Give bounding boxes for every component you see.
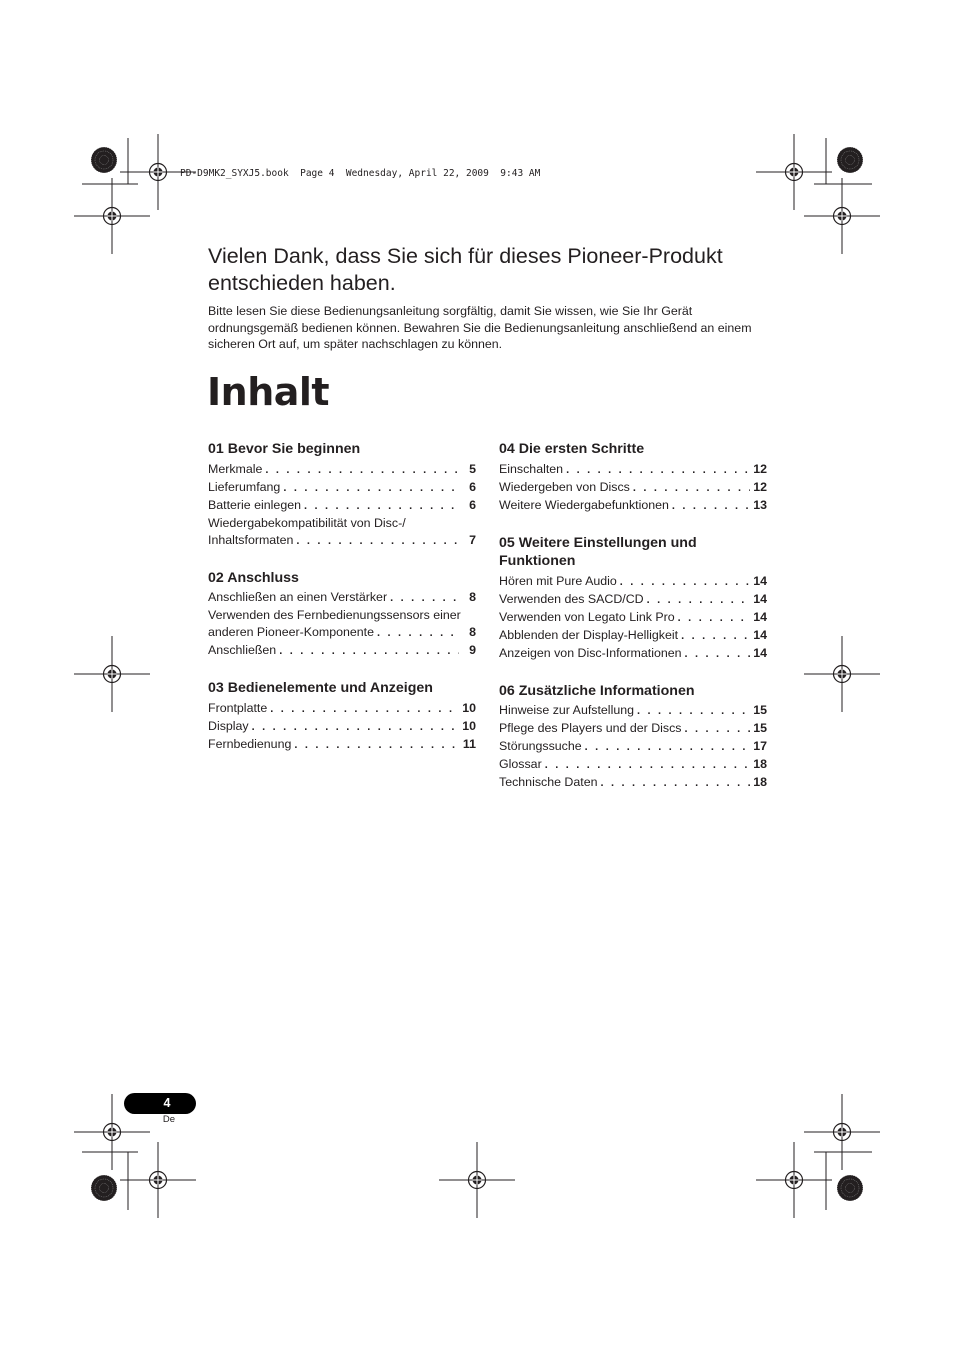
- toc-entry-page: 18: [753, 757, 767, 771]
- contents-title: Inhalt: [207, 370, 330, 414]
- toc-leader-dots: [585, 739, 750, 756]
- toc-entry-page: 14: [753, 627, 767, 642]
- toc-leader-dots: [545, 757, 750, 774]
- toc-entry-page: 6: [469, 497, 476, 512]
- toc-entry-page: 12: [753, 479, 767, 494]
- toc-entry-page: 17: [753, 739, 767, 753]
- toc-entry-label: anderen Pioneer-Komponente: [208, 625, 375, 639]
- toc-leader-dots: [283, 480, 459, 497]
- toc-section-title: 01 Bevor Sie beginnen: [208, 441, 361, 457]
- toc-entry-label: Wiedergeben von Discs: [499, 479, 630, 494]
- toc-entry-page: 7: [469, 532, 476, 547]
- toc-entry-label: Frontplatte: [208, 700, 268, 715]
- toc-entry-line: [208, 515, 476, 532]
- toc-leader-dots: [685, 721, 750, 738]
- toc-entry[interactable]: [499, 591, 767, 609]
- toc-leader-dots: [672, 498, 750, 515]
- toc-entry[interactable]: [208, 642, 476, 660]
- toc-entry[interactable]: [208, 461, 476, 479]
- toc-leader-dots: [304, 498, 459, 515]
- toc-leader-dots: [377, 625, 459, 642]
- toc-entry-label: Lieferumfang: [208, 479, 281, 494]
- toc-entry[interactable]: [208, 532, 476, 550]
- toc-entry[interactable]: [208, 624, 476, 642]
- toc-entry-label: Glossar: [499, 757, 542, 771]
- toc-leader-dots: [265, 462, 459, 479]
- toc-entry[interactable]: [499, 573, 767, 591]
- toc-section: [499, 682, 767, 793]
- toc-section-title: 02 Anschluss: [208, 569, 299, 586]
- toc-leader-dots: [681, 628, 750, 645]
- toc-section-title: 05 Weitere Einstellungen und Funktionen: [499, 534, 697, 569]
- toc-entry-page: 14: [753, 591, 767, 606]
- toc-entry[interactable]: [499, 479, 767, 497]
- toc-entry-page: 14: [753, 609, 767, 624]
- toc-entry[interactable]: [208, 589, 476, 607]
- toc-leader-dots: [620, 574, 750, 591]
- toc-entry[interactable]: [499, 702, 767, 720]
- toc-entry-label: Inhaltsformaten: [208, 532, 294, 547]
- toc-entry-label: Verwenden von Legato Link Pro: [499, 609, 675, 624]
- toc-entry[interactable]: [499, 497, 767, 515]
- toc-entry-page: 5: [469, 461, 476, 476]
- toc-leader-dots: [566, 462, 750, 479]
- toc-leader-dots: [279, 643, 459, 660]
- toc-entry[interactable]: [499, 774, 767, 792]
- toc-entry[interactable]: [208, 700, 476, 718]
- toc-entry[interactable]: [208, 479, 476, 497]
- toc-entry[interactable]: [208, 736, 476, 754]
- toc-entry-label: Fernbedienung: [208, 736, 292, 751]
- toc-entry-label: Störungssuche: [499, 739, 582, 753]
- toc-section: [499, 440, 767, 515]
- toc-leader-dots: [633, 480, 750, 497]
- toc-entry-label: Einschalten: [499, 461, 564, 476]
- toc-entry-label: Merkmale: [208, 461, 263, 476]
- toc-entry-page: 18: [753, 775, 767, 789]
- toc-right-column: [499, 440, 767, 811]
- toc-entry-page: 8: [469, 590, 476, 604]
- toc-leader-dots: [685, 646, 750, 663]
- toc-entry[interactable]: [499, 738, 767, 756]
- toc-entry-page: 14: [753, 645, 767, 660]
- toc-section: [208, 569, 476, 661]
- toc-entry-label: Batterie einlegen: [208, 497, 301, 512]
- toc-section-title: 06 Zusätzliche Informationen: [499, 682, 695, 699]
- toc-entry[interactable]: [499, 720, 767, 738]
- toc-section: [208, 440, 476, 550]
- book-header: PD-D9MK2_SYXJ5.book Page 4 Wednesday, April 22, 2009 9:43 AM: [180, 168, 541, 179]
- toc-entry-page: 8: [469, 625, 476, 639]
- page-number: 4: [163, 1096, 171, 1110]
- toc-entry[interactable]: [208, 497, 476, 515]
- intro-text: Bitte lesen Sie diese Bedienungsanleitung sorgfältig, damit Sie wissen, wie Sie Ihr Gerät ordnungsgemäß bedienen können. Bewahren Sie die Bedienungsanleitung anschließend an einem sicheren Ort auf, um später nachschlagen zu können.: [208, 304, 752, 351]
- toc-entry-page: 10: [462, 718, 476, 733]
- toc-entry-label: Pflege des Players und der Discs: [499, 721, 682, 735]
- toc-section: [208, 679, 476, 754]
- toc-entry-label: Anschließen: [208, 643, 277, 657]
- toc-entry-label: Technische Daten: [499, 775, 598, 789]
- toc-leader-dots: [252, 719, 459, 736]
- toc-entry[interactable]: [499, 627, 767, 645]
- toc-entry-label: Hören mit Pure Audio: [499, 573, 617, 588]
- toc-left-column: [208, 440, 476, 773]
- toc-entry-page: 10: [462, 700, 476, 715]
- toc-leader-dots: [678, 610, 750, 627]
- toc-section: [499, 534, 767, 663]
- toc-leader-dots: [637, 703, 750, 720]
- page-language: De: [162, 1114, 176, 1125]
- toc-entry-label: Anzeigen von Disc-Informationen: [499, 645, 682, 660]
- toc-entry[interactable]: [499, 645, 767, 663]
- toc-entry-page: 14: [753, 573, 767, 588]
- toc-entry[interactable]: [499, 609, 767, 627]
- toc-leader-dots: [296, 533, 459, 550]
- toc-leader-dots: [294, 737, 459, 754]
- toc-entry-page: 13: [753, 497, 767, 512]
- toc-entry[interactable]: [499, 756, 767, 774]
- toc-entry-label: Anschließen an einen Verstärker: [208, 590, 388, 604]
- page-number-badge: [124, 1093, 196, 1114]
- toc-entry-label: Abblenden der Display-Helligkeit: [499, 627, 679, 642]
- toc-entry-page: 11: [462, 736, 476, 751]
- toc-entry-label: Wiedergabekompatibilität von Disc-/: [208, 515, 406, 530]
- toc-entry-label: Verwenden des Fernbedienungssensors einer: [208, 608, 461, 622]
- toc-leader-dots: [601, 775, 751, 792]
- intro-title: Vielen Dank, dass Sie sich für dieses Pioneer-Produkt entschieden haben.: [208, 244, 723, 295]
- toc-entry-label: Weitere Wiedergabefunktionen: [499, 497, 669, 512]
- toc-entry-page: 12: [753, 461, 767, 476]
- toc-entry-line: [208, 607, 476, 624]
- toc-section-title: 04 Die ersten Schritte: [499, 441, 645, 457]
- toc-entry-page: 15: [753, 721, 767, 735]
- toc-entry-label: Verwenden des SACD/CD: [499, 591, 644, 606]
- toc-entry-label: Hinweise zur Aufstellung: [499, 703, 634, 717]
- toc-entry-page: 15: [753, 703, 767, 717]
- toc-leader-dots: [647, 592, 750, 609]
- toc-leader-dots: [390, 590, 459, 607]
- toc-entry-label: Display: [208, 718, 249, 733]
- toc-entry-page: 6: [469, 479, 476, 494]
- toc-entry[interactable]: [499, 461, 767, 479]
- toc-entry-page: 9: [469, 643, 476, 657]
- toc-section-title: 03 Bedienelemente und Anzeigen: [208, 680, 433, 696]
- toc-leader-dots: [270, 701, 459, 718]
- toc-entry[interactable]: [208, 718, 476, 736]
